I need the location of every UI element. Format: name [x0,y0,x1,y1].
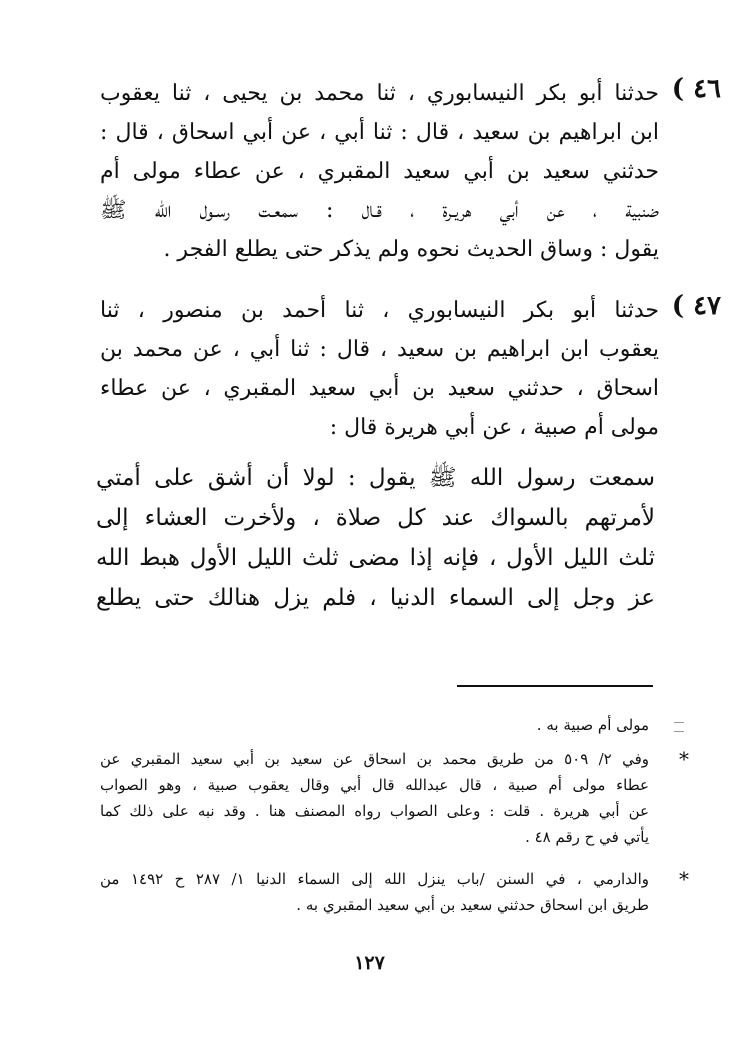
text-line: حدثنا أبو بكر النيسابوري ، ثنا محمد بن يحيى ، ثنا يعقوب [100,81,659,106]
footnote-marker: * [679,747,689,771]
footnote-line: طريق ابن اسحاق حدثني سعيد بن أبي سعيد المقبري به . [296,896,649,914]
hadith-46 [100,74,721,269]
footnote-marker: * [679,867,689,891]
page-number: ١٢٧ [354,952,385,974]
hadith-narration [96,458,655,618]
text-line: لأمرتهم بالسواك عند كل صلاة ، ولأخرت العشاء إلى [96,505,655,531]
text-line: اسحاق ، حدثني سعيد بن أبي سعيد المقبري ، عن عطاء [100,376,659,401]
margin-mark [674,722,684,732]
footnote-line: عطاء مولى أم صبية ، قال عبدالله قال أبي وقال يعقوب صبية ، وهو الصواب [100,776,649,794]
text-line: يقول : وساق الحديث نحوه ولم يذكر حتى يطلع الفجر . [163,237,659,262]
hadith-number: ٤٦ ) [671,74,721,104]
text-line: حدثنا أبو بكر النيسابوري ، ثنا أحمد بن منصور ، ثنا [100,298,659,323]
text-line: مولى أم صبية ، عن أبي هريرة قال : [329,415,659,440]
text-line: ثلث الليل الأول ، فإنه إذا مضى ثلث الليل الأول هبط الله [96,545,655,571]
footnote-line: مولى أم صبية به . [536,716,649,734]
footnote-divider [457,685,653,687]
footnote-line: عن أبي هريرة . قلت : وعلى الصواب رواه المصنف هنا . وقد نبه على ذلك كما [100,802,649,820]
text-line: عز وجل إلى السماء الدنيا ، فلم يزل هنالك حتى يطلع [96,585,655,611]
footnote-line: وفي ٢/ ٥٠٩ من طريق محمد بن اسحاق عن سعيد بن أبي سعيد المقبري عن [100,750,649,768]
text-line: سمعت رسول الله ﷺ يقول : لولا أن أشق على أمتي [96,465,655,491]
text-line: حدثني سعيد بن أبي سعيد المقبري ، عن عطاء مولى أم [100,159,659,184]
footnote [100,746,689,850]
footnote [100,866,689,918]
footnote-line: والدارمي ، في السنن /باب ينزل الله إلى السماء الدنيا ١/ ٢٨٧ ح ١٤٩٢ من [100,870,649,888]
hadith-number: ٤٧ ) [671,291,721,321]
text-line: ابن ابراهيم بن سعيد ، قال : ثنا أبي ، عن أبي اسحاق ، قال : [100,120,659,145]
text-line: يعقوب ابن ابراهيم بن سعيد ، قال : ثنا أبي ، عن محمد بن [100,337,659,362]
footnote [100,712,649,738]
text-line: ضنبية ، عن أبي هريـرة ، قـال : سمعـت رسـول الله ﷺ [100,198,659,223]
footnote-line: يأتي في ح رقم ٤٨ . [525,828,649,846]
hadith-47 [100,291,721,447]
